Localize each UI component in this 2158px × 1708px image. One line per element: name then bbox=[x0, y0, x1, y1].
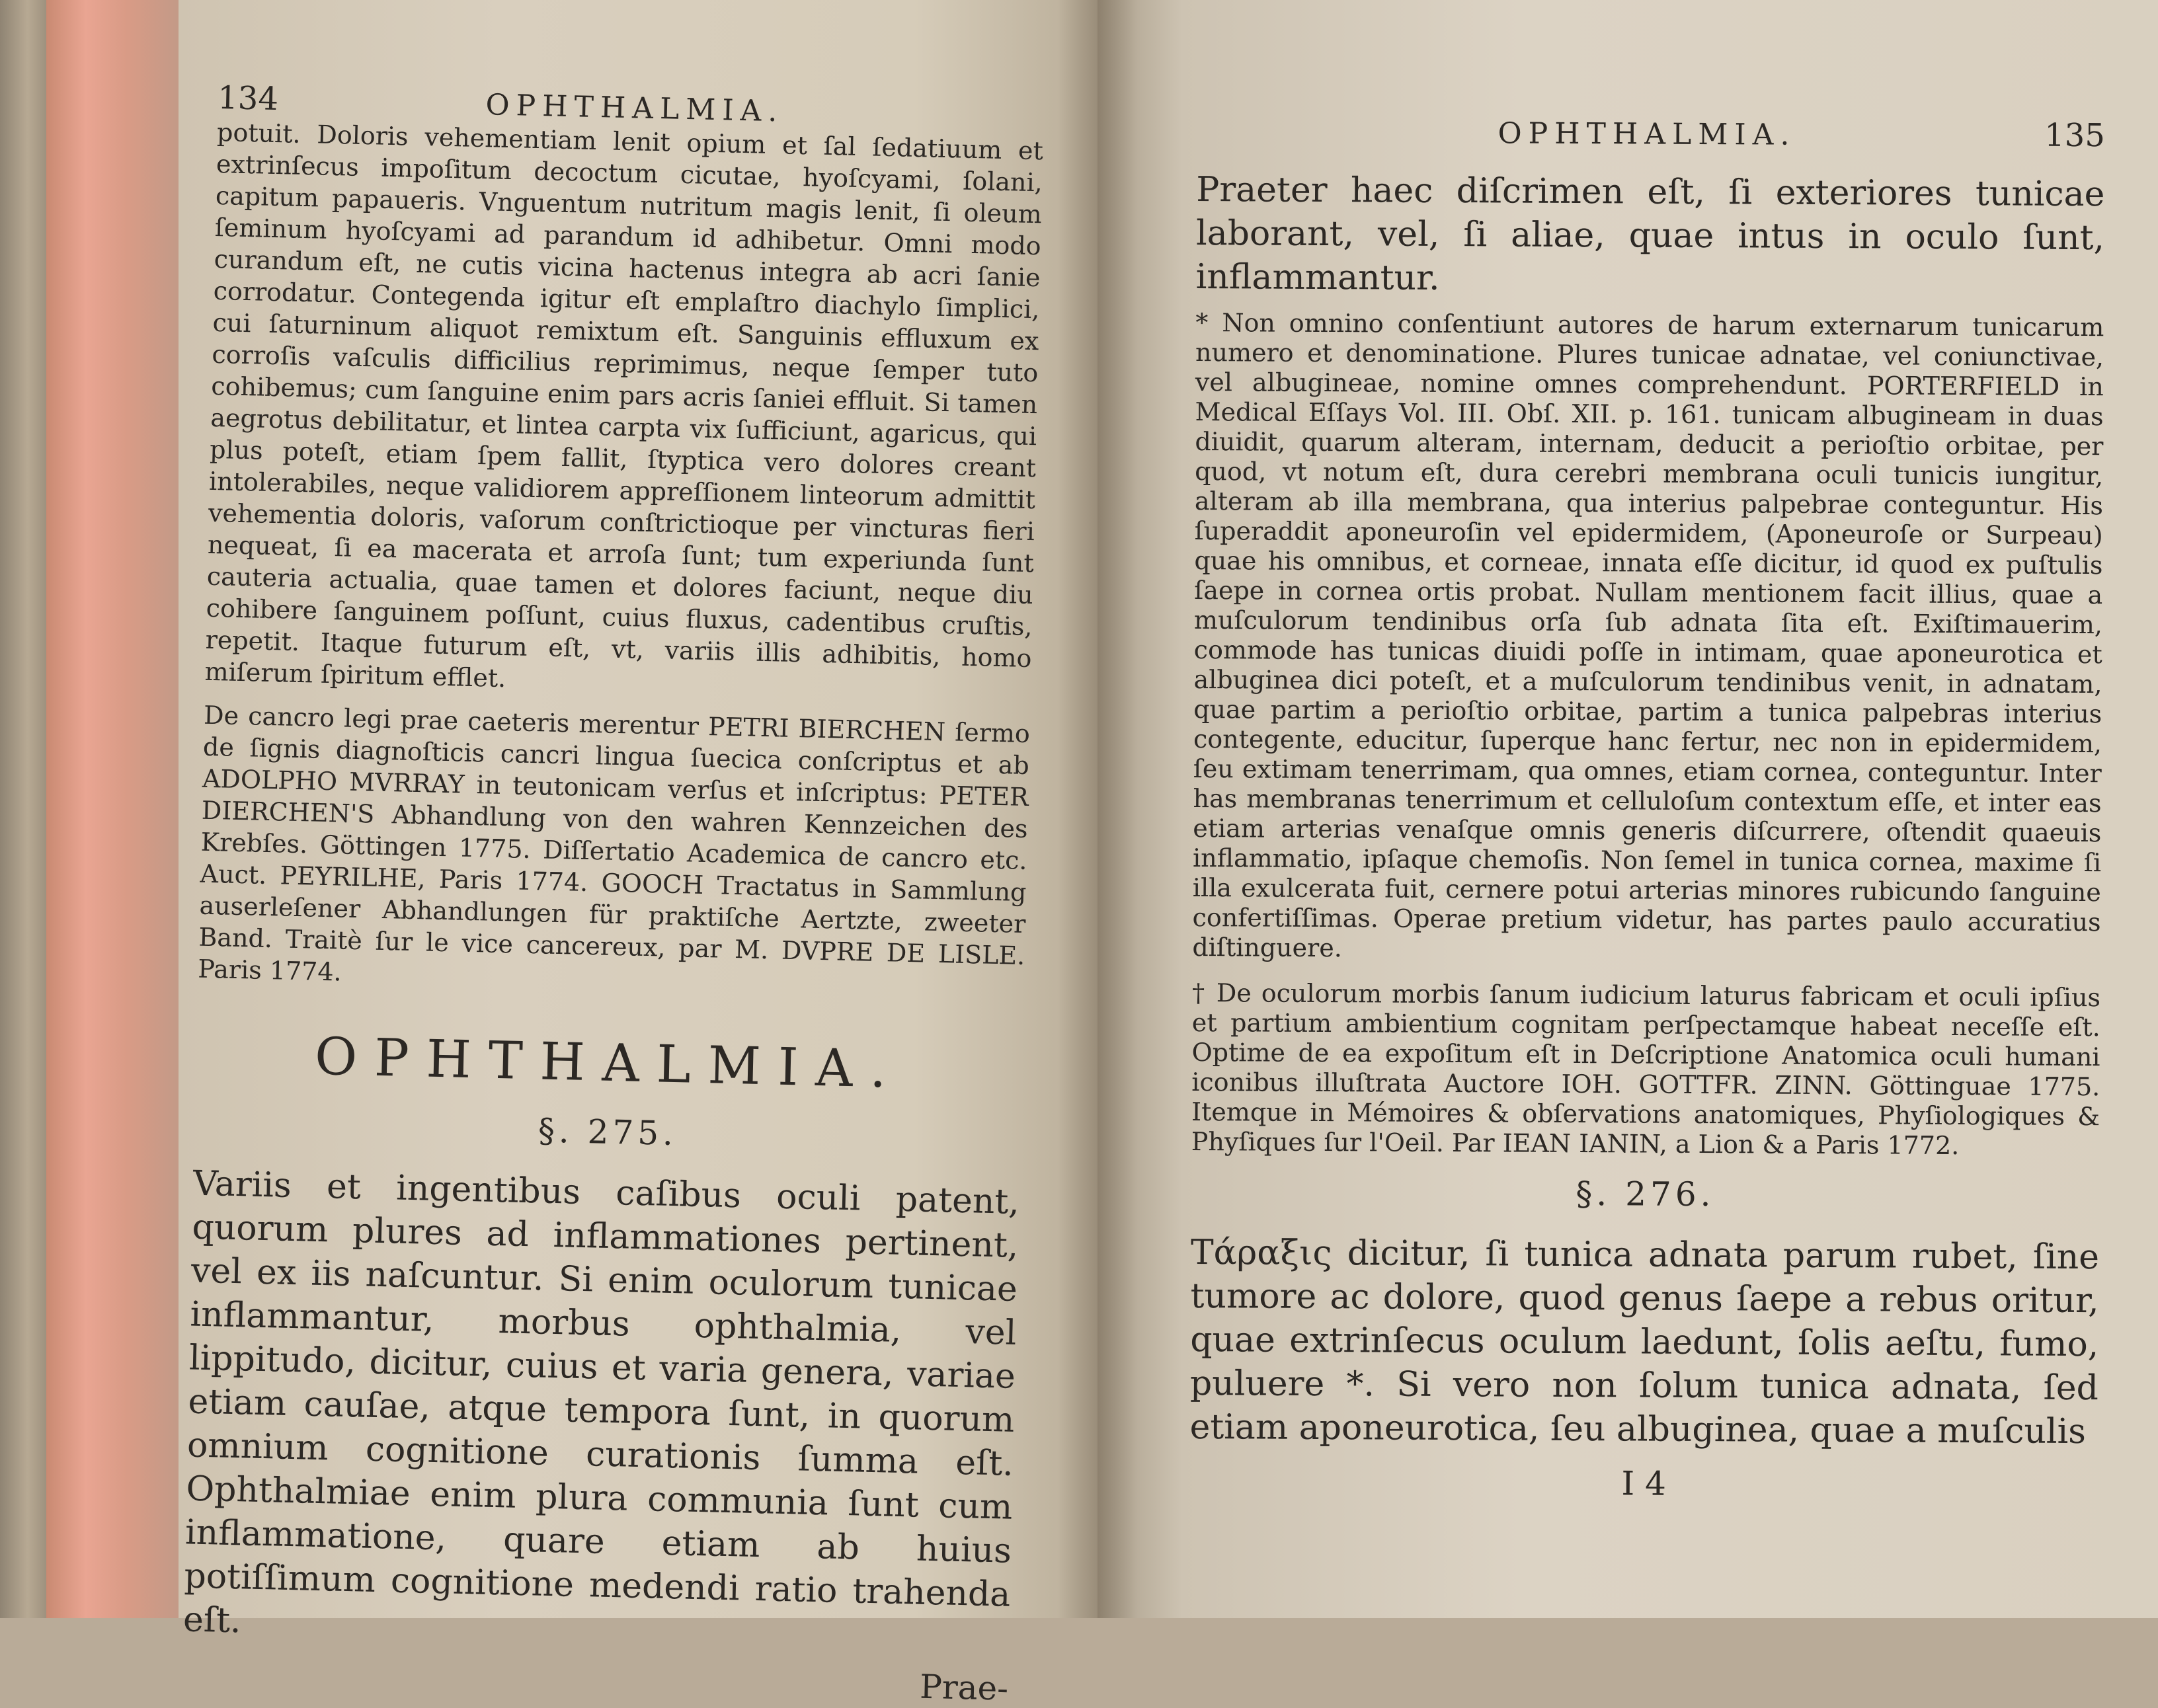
bibliography-paragraph: De cancro legi prae caeteris merentur PETRI BIERCHEN ſermo de ſignis diagnoſticis cancri lingua ſuecica conſcriptus et ab ADOLPHO MVRRAY in teutonicam verſus et inſcriptus: PETER DIERCHEN'S Abhandlung von den wahren Kennzeichen des Krebſes. Göttingen 1775. Diſſertatio Academica de cancro etc. Auct. PEYRILHE, Paris 1774. GOOCH Tractatus in Sammlung auserleſener Abhandlungen für praktiſche Aertzte, zweeter Band. Traitè ſur le vice cancereux, par M. DVPRE DE LISLE. Paris 1774. bbox=[197, 700, 1031, 987]
right-page-header bbox=[1197, 112, 2105, 154]
running-head: OPHTHALMIA. bbox=[485, 88, 784, 129]
book-cover-edge bbox=[0, 0, 46, 1618]
chapter-title: OPHTHALMIA. bbox=[314, 1027, 904, 1100]
book-gutter-shadow bbox=[1058, 0, 1137, 1618]
catchword: Prae- bbox=[919, 1667, 1009, 1708]
paragraph: Praeter haec diſcrimen eſt, ſi exteriores tunicae laborant, vel, ſi aliae, quae intus in oculo ſunt, inflammantur. bbox=[1195, 169, 2105, 298]
signature-mark: I 4 bbox=[1621, 1464, 1667, 1503]
paragraph: Variis et ingentibus caſibus oculi patent, quorum plures ad inflammationes pertinent, vel ex iis naſcuntur. Si enim oculorum tunicae inflammantur, morbus ophthalmia, vel lippitudo, dicitur, cuius et varia genera, variae etiam cauſae, atque tempora ſunt, in quorum omnium cognitione curationis ſumma eſt. Ophthalmiae enim plura communia ſunt cum inflammatione, quare etiam ab huius potiſſimum cognitione medendi ratio trahenda eſt. bbox=[182, 1163, 1020, 1641]
section-number: §. 276. bbox=[1576, 1175, 1715, 1214]
red-page-edges bbox=[46, 0, 179, 1618]
paragraph: potuit. Doloris vehementiam lenit opium et ſal ſedatiuum et extrinſecus impoſitum decoctum cicutae, hyoſcyami, ſolani, capitum papaueris. Vnguentum nutritum magis lenit, ſi oleum ſeminum hyoſcyami ad parandum id adhibetur. Omni modo curandum eſt, ne cutis vicina hactenus integra ab acri ſanie corrodatur. Contegenda igitur eſt emplaſtro diachylo ſimplici, cui ſaturninum aliquot remixtum eſt. Sanguinis effluxum ex corroſis vaſculis difficilius reprimimus, neque ſemper tuto cohibemus; cum ſanguine enim pars acris ſaniei effluit. Si tamen aegrotus debilitatur, et lintea carpta vix ſufficiunt, agaricus, qui plus poteſt, etiam ſpem fallit, ſtyptica vero dolores creant intolerabiles, neque validiorem appreſſionem linteorum admittit vehementia doloris, vaſorum conſtrictioque per vincturas fieri nequeat, ſi ea macerata et arroſa ſunt; tum experiunda ſunt cauteria actualia, quae tamen et dolores faciunt, neque diu cohibere ſanguinem poſſunt, cuius fluxus, cadentibus cruſtis, repetit. Itaque futurum eſt, vt, variis illis adhibitis, homo miſerum ſpiritum efflet. bbox=[204, 117, 1044, 693]
running-head: OPHTHALMIA. bbox=[1498, 116, 1796, 152]
footnote: † De oculorum morbis ſanum iudicium laturus fabricam et oculi ipſius et partium ambientium cognitam perſpectamque habeat neceſſe eſt. Optime de ea expoſitum eſt in Deſcriptione Anatomica oculi humani iconibus illuſtrata Auctore IOH. GOTTFR. ZINN. Göttinguae 1775. Itemque in Mémoires & obſervations anatomiques, Phyſiologiques & Phyſiques ſur l'Oeil. Par IEAN IANIN, a Lion & a Paris 1772. bbox=[1191, 978, 2101, 1161]
page-number: 135 bbox=[2044, 116, 2105, 155]
right-page-content bbox=[1189, 112, 2105, 1505]
left-page-content bbox=[182, 79, 1045, 1708]
left-page bbox=[179, 0, 1098, 1708]
paragraph: Τάραξις dicitur, ſi tunica adnata parum rubet, ſine tumore ac dolore, quod genus ſaepe a rebus oritur, quae extrinſecus oculum laedunt, ſolis aeſtu, fumo, puluere *. Si vero non ſolum tunica adnata, ſed etiam aponeurotica, ſeu albuginea, quae a muſculis bbox=[1189, 1232, 2100, 1452]
footnote: * Non omnino conſentiunt autores de harum externarum tunicarum numero et denominatione. Plures tunicae adnatae, vel coniunctivae, vel albugineae, nomine omnes comprehendunt. PORTERFIELD in Medical Eſſays Vol. III. Obſ. XII. p. 161. tunicam albugineam in duas diuidit, quarum alteram, internam, deducit a perioſtio orbitae, per quod, vt notum eſt, dura cerebri membrana oculi tunicis iungitur, alteram ab illa membrana, qua interius palpebrae conteguntur. His ſuperaddit aponeuroſin vel epidermidem, (Aponeuroſe or Surpeau) quae his omnibus, et corneae, innata eſſe dicitur, id quod ex puſtulis ſaepe in cornea ortis probat. Nullam mentionem facit illius, quae a muſculorum tendinibus orſa ſub adnata ſita eſt. Exiſtimauerim, commode has tunicas diuidi poſſe in intimam, quae aponeurotica et albuginea dici poteſt, et a muſculorum tendinibus venit, in adnatam, quae partim a perioſtio orbitae, partim a tunica palpebras interius contegente, educitur, ſuperque hanc fertur, nec non in epidermidem, ſeu extimam tenerrimam, qua omnes, etiam cornea, conteguntur. Inter has membranas tenerrimum et celluloſum contextum eſſe, et inter eas etiam arterias venaſque omnis generis diſcurrere, oſtendit quaeuis inflammatio, ipſaque chemoſis. Non ſemel in tunica cornea, maxime ſi illa exulcerata fuit, cernere potui arterias minores rubicundo ſanguine confertiſſimas. Operae pretium videtur, has partes paulo accuratius diſtinguere. bbox=[1192, 307, 2104, 963]
right-page bbox=[1098, 0, 2158, 1618]
section-number: §. 275. bbox=[538, 1111, 678, 1153]
page-number: 134 bbox=[217, 79, 279, 118]
